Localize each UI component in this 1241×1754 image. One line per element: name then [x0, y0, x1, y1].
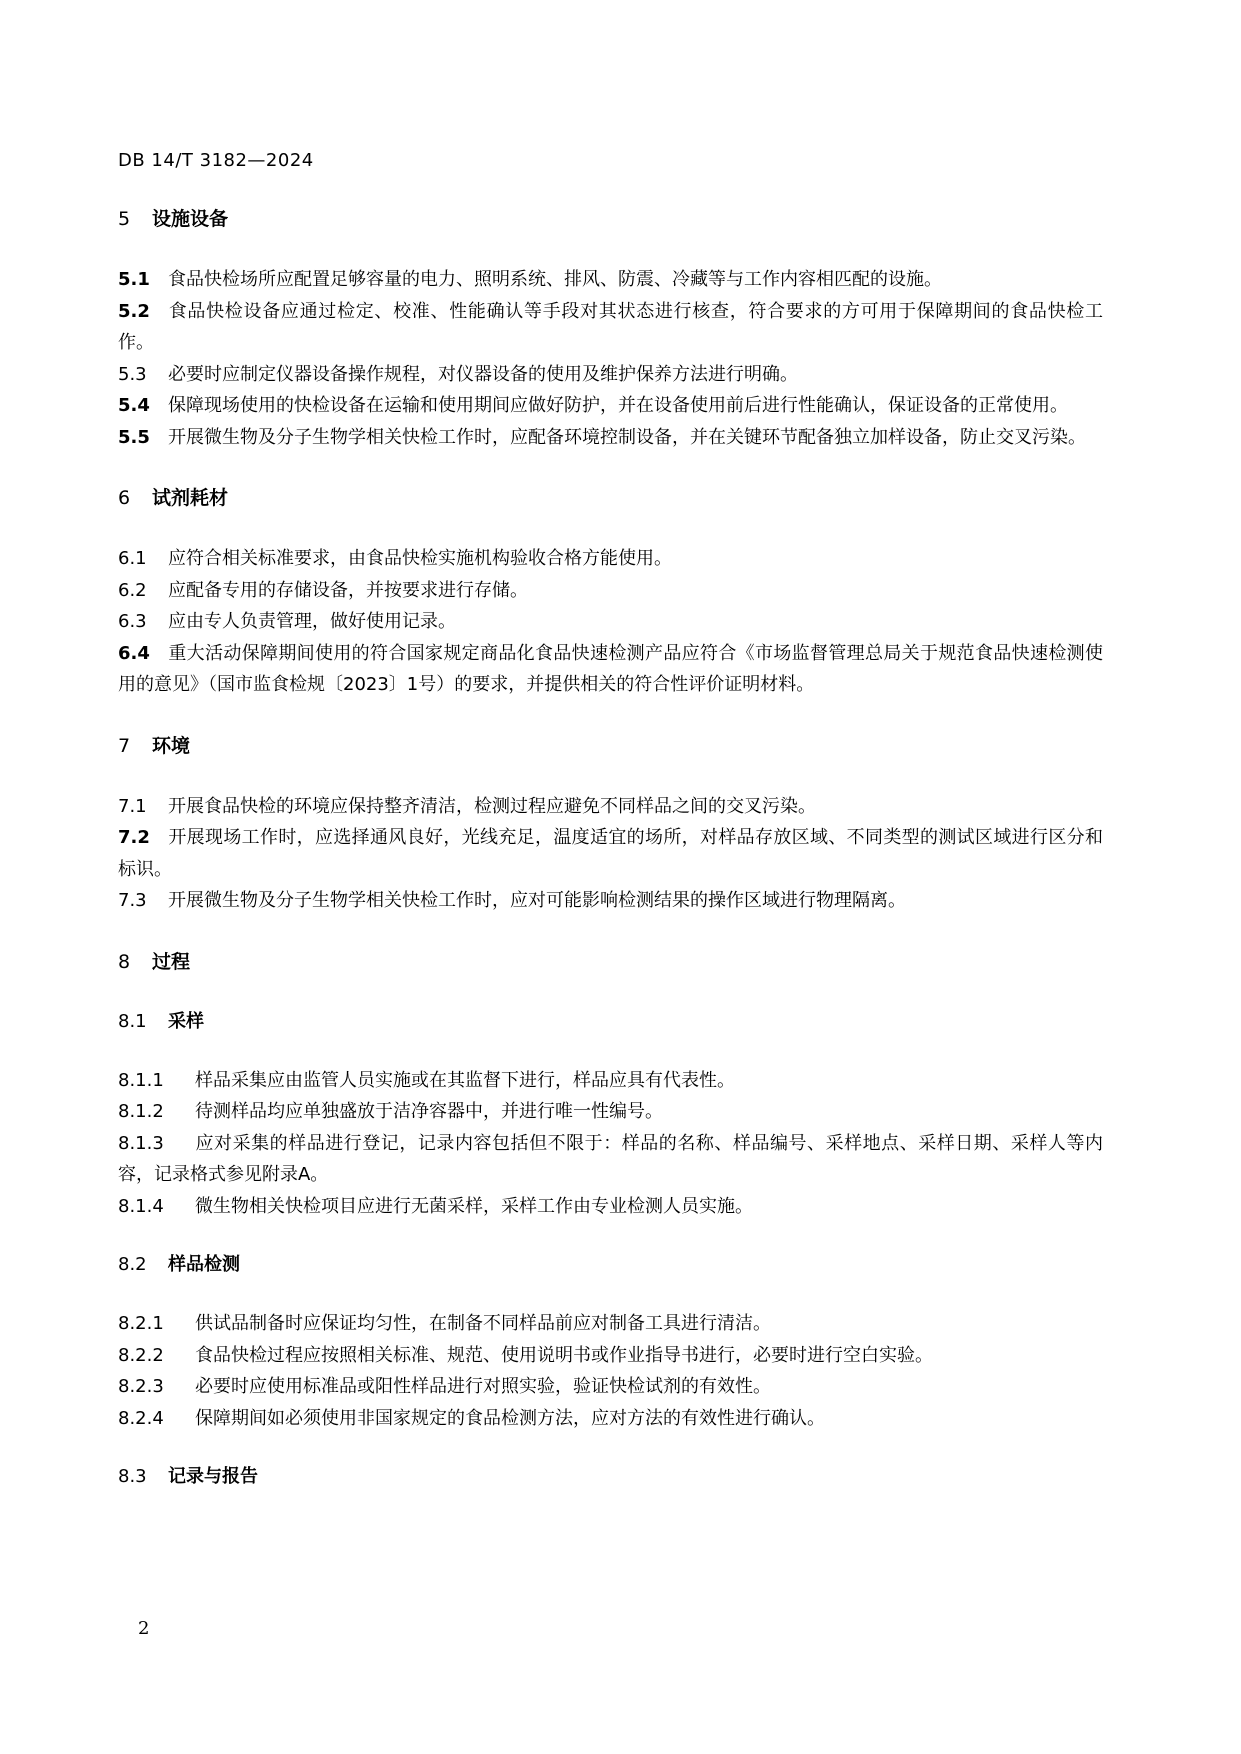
subsection-heading: 8.2 样品检测: [118, 1254, 240, 1275]
clause: 8.2.4 保障期间如必须使用非国家规定的食品检测方法，应对方法的有效性进行确认。: [118, 1407, 825, 1429]
subsection-heading: 8.3 记录与报告: [118, 1466, 258, 1487]
clause: 5.3 必要时应制定仪器设备操作规程，对仪器设备的使用及维护保养方法进行明确。: [118, 363, 798, 385]
standard-code: DB 14/T 3182—2024: [118, 150, 314, 171]
page-number: 2: [138, 1618, 150, 1639]
clause: 6.3 应由专人负责管理，做好使用记录。: [118, 611, 456, 632]
clause: 8.2.1 供试品制备时应保证均匀性，在制备不同样品前应对制备工具进行清洁。: [118, 1313, 771, 1334]
clause: 7.2 开展现场工作时，应选择通风良好，光线充足，温度适宜的场所，对样品存放区域、不同类型的测试区域进行区分和标识。: [118, 827, 1103, 880]
clause: 6.2 应配备专用的存储设备，并按要求进行存储。: [118, 579, 528, 601]
clause: 8.1.2 待测样品均应单独盛放于洁净容器中，并进行唯一性编号。: [118, 1101, 663, 1122]
section-heading: 5 设施设备: [118, 208, 229, 230]
section-heading: 7 环境: [118, 734, 191, 757]
clause: 5.2 食品快检设备应通过检定、校准、性能确认等手段对其状态进行核查，符合要求的方可用于保障期间的食品快检工作。: [118, 300, 1103, 353]
clause: 8.2.2 食品快检过程应按照相关标准、规范、使用说明书或作业指导书进行，必要时进行空白实验。: [118, 1344, 933, 1366]
section-heading: 8 过程: [118, 950, 191, 973]
clause: 8.1.4 微生物相关快检项目应进行无菌采样，采样工作由专业检测人员实施。: [118, 1195, 753, 1217]
subsection-heading: 8.1 采样: [118, 1010, 204, 1032]
clause: 5.4 保障现场使用的快检设备在运输和使用期间应做好防护，并在设备使用前后进行性能确认，保证设备的正常使用。: [118, 395, 1068, 416]
clause: 8.2.3 必要时应使用标准品或阳性样品进行对照实验，验证快检试剂的有效性。: [118, 1376, 771, 1397]
clause: 5.1 食品快检场所应配置足够容量的电力、照明系统、排风、防震、冷藏等与工作内容相匹配的设施。: [118, 269, 942, 290]
clause: 6.1 应符合相关标准要求，由食品快检实施机构验收合格方能使用。: [118, 548, 672, 569]
section-heading: 6 试剂耗材: [118, 487, 229, 509]
clause: 8.1.1 样品采集应由监管人员实施或在其监督下进行，样品应具有代表性。: [118, 1069, 735, 1091]
clause: 8.1.3 应对采集的样品进行登记，记录内容包括但不限于：样品的名称、样品编号、采样地点、采样日期、采样人等内容，记录格式参见附录A。: [118, 1132, 1103, 1185]
clause: 6.4 重大活动保障期间使用的符合国家规定商品化食品快速检测产品应符合《市场监督管理总局关于规范食品快速检测使用的意见》（国市监食检规〔2023〕1号）的要求，并提供相关的符合性评价证明材料。: [118, 642, 1103, 695]
clause: 7.1 开展食品快检的环境应保持整齐清洁，检测过程应避免不同样品之间的交叉污染。: [118, 795, 816, 817]
clause: 7.3 开展微生物及分子生物学相关快检工作时，应对可能影响检测结果的操作区域进行物理隔离。: [118, 890, 906, 911]
clause: 5.5 开展微生物及分子生物学相关快检工作时，应配备环境控制设备，并在关键环节配备独立加样设备，防止交叉污染。: [118, 426, 1086, 448]
document-body: [118, 204, 1103, 1520]
